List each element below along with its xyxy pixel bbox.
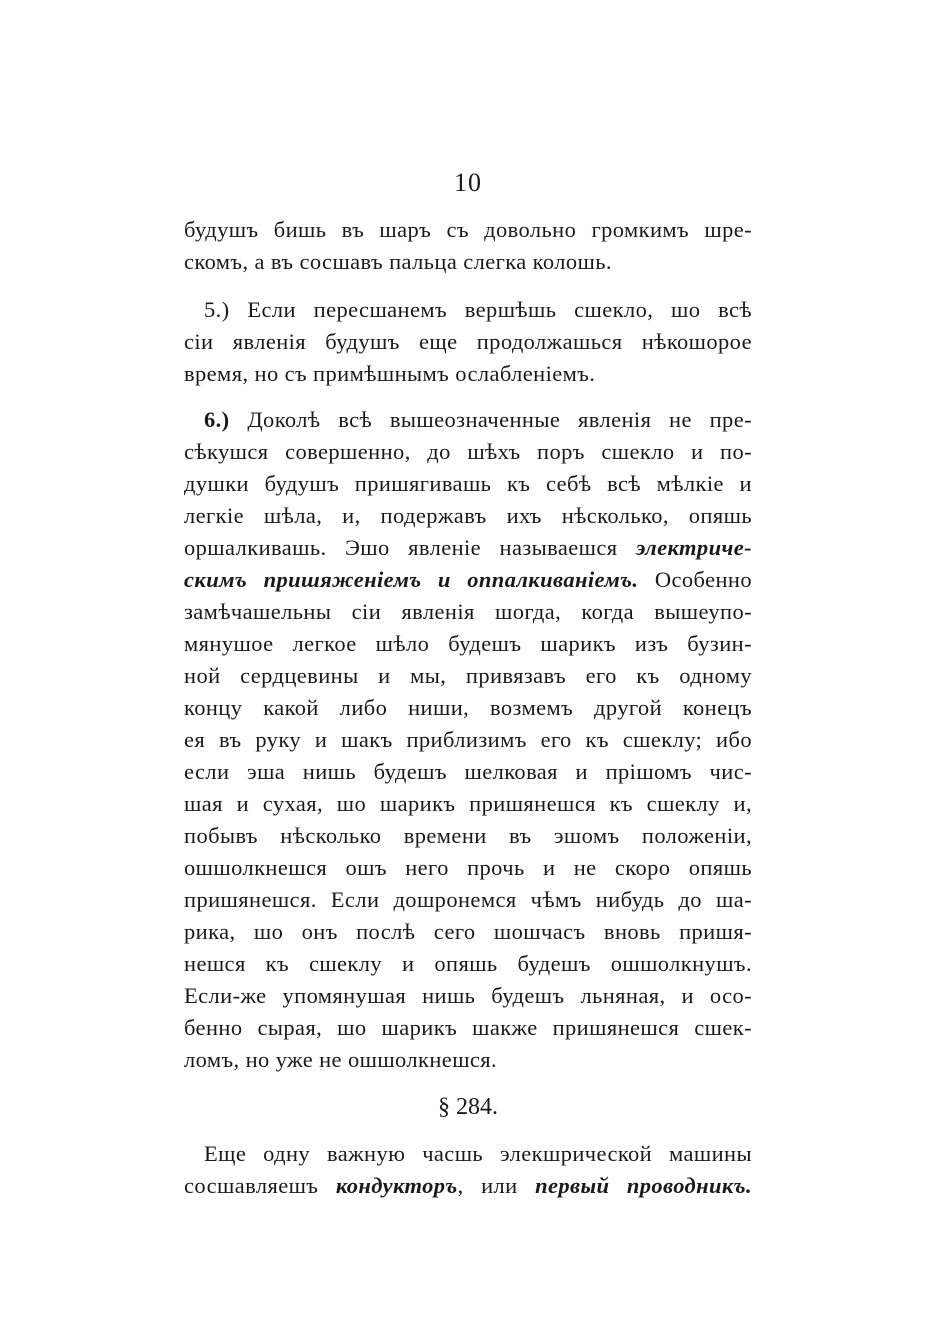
paragraph-closing (184, 1138, 752, 1202)
text-fragment: Если пересшанемъ вершѣшь сшекло, шо всѣ (247, 297, 752, 322)
text-line: легкіе шѣла, и, подержавъ ихъ нѣсколько, опяшь (184, 503, 752, 528)
text-line: душки будушъ пришягивашь къ себѣ всѣ мѣлкіе и (184, 471, 752, 496)
text-line: время, но съ примѣшнымъ ослабленіемъ. (184, 361, 596, 386)
text-line: ной сердцевины и мы, привязавъ его къ одному (184, 663, 752, 688)
text-line: рика, шо онъ послѣ сего шошчасъ вновь пришя- (184, 919, 752, 944)
text-line (184, 294, 752, 326)
text-line: побывъ нѣсколько времени въ эшомъ положеніи, (184, 823, 752, 848)
italic-term: скимъ пришяженіемъ и оппалкиваніемъ. (184, 567, 639, 592)
text-line: сіи явленія будушъ еще продолжашься нѣкошорое (184, 329, 752, 354)
text-line: ошшолкнешся ошъ него прочь и не скоро опяшь (184, 855, 752, 880)
text-line: Если-же упомянушая нишь будешъ льняная, и осо- (184, 983, 752, 1008)
paragraph-number: 5.) (204, 297, 230, 322)
text-line: будушъ бишь въ шаръ съ довольно громкимъ шре- (184, 217, 752, 242)
text-line: ломъ, но уже не ошшолкнешся. (184, 1047, 498, 1072)
text-line: замѣчашельны сіи явленія шогда, когда вышеупо- (184, 599, 752, 624)
paragraph-5 (184, 294, 752, 390)
text-line: шая и сухая, шо шарикъ пришянешся къ сшеклу и, (184, 791, 752, 816)
text-line: мянушое легкое шѣло будешъ шарикъ изъ бузин- (184, 631, 752, 656)
text-line: ея въ руку и шакъ приблизимъ его къ сшеклу; ибо (184, 727, 752, 752)
text-line: сѣкушся совершенно, до шѣхъ поръ сшекло и по- (184, 439, 752, 464)
text-line (184, 404, 752, 436)
text-line: пришянешся. Если дошронемся чѣмъ нибудь до ша- (184, 887, 752, 912)
text-fragment: Особенно (654, 567, 752, 592)
paragraph-6 (184, 404, 752, 1076)
text-line (184, 564, 752, 596)
text-line (184, 1170, 752, 1202)
page-number: 10 (454, 168, 482, 197)
text-line: нешся къ сшеклу и опяшь будешъ ошшолкнушъ. (184, 951, 752, 976)
italic-term: первый проводникъ. (535, 1173, 753, 1198)
text-fragment: сосшавляешъ (184, 1173, 319, 1198)
text-fragment: , или (457, 1173, 518, 1198)
text-line: бенно сырая, шо шарикъ шакже пришянешся сшек- (184, 1015, 752, 1040)
section-heading: § 284. (438, 1094, 498, 1120)
paragraph-continuation (184, 214, 752, 278)
text-line: Еще одну важную часшь элекшрической машины (204, 1141, 752, 1166)
paragraph-number: 6.) (204, 407, 230, 432)
italic-term: кондукторъ (335, 1173, 458, 1198)
text-line: концу какой либо ниши, возмемъ другой конецъ (184, 695, 752, 720)
text-line: если эша нишь будешъ шелковая и прішомъ чис- (184, 759, 752, 784)
italic-term: электриче- (636, 535, 752, 560)
text-line: скомъ, а въ сосшавъ пальца слегка колошь. (184, 249, 612, 274)
text-line (184, 532, 752, 564)
text-fragment: оршалкивашь. Эшо явленіе называешся (184, 535, 618, 560)
text-fragment: Доколѣ всѣ вышеозначенные явленія не пре- (247, 407, 752, 432)
